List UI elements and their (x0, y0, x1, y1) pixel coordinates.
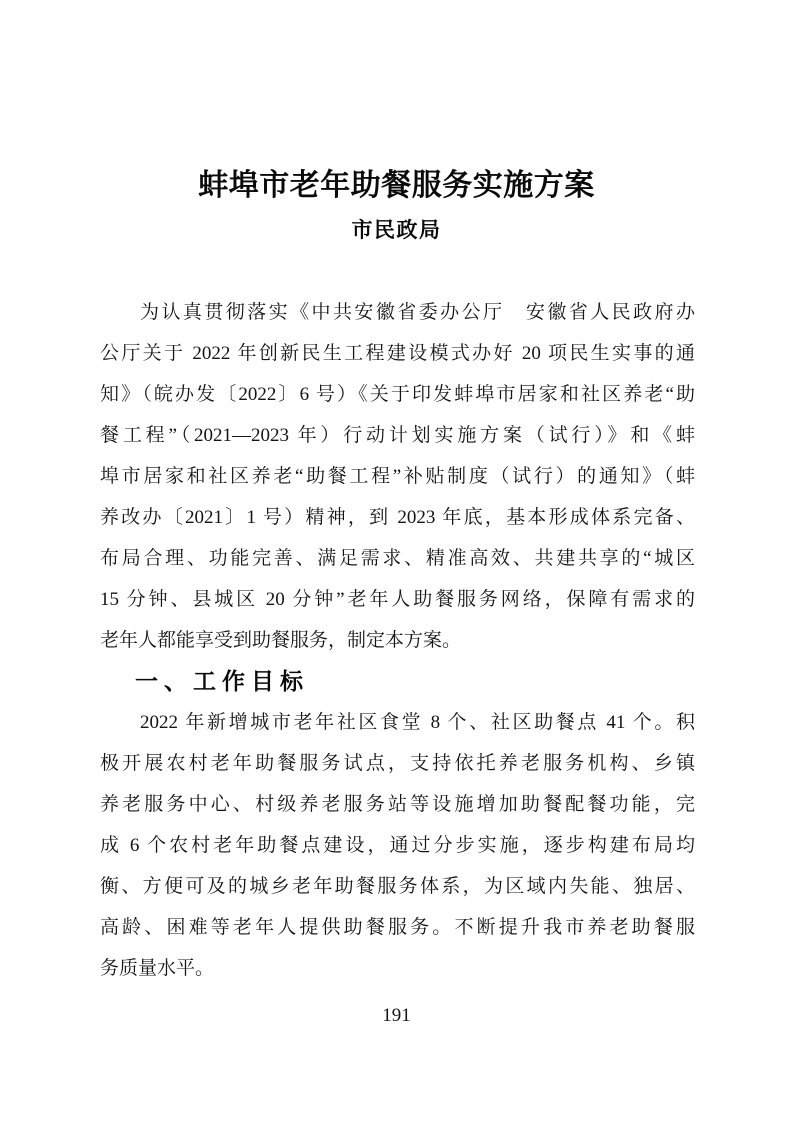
text-line: 布局合理、功能完善、满足需求、精准高效、共建共享的“城区 (100, 548, 695, 569)
section-heading-work-goals: 一、工作目标 (135, 668, 309, 694)
text-line: 15 分钟、县城区 20 分钟”老年人助餐服务网络，保障有需求的 (100, 589, 695, 610)
text-line: 餐工程”（2021—2023 年）行动计划实施方案（试行）》和《蚌 (100, 425, 695, 446)
document-subtitle: 市民政局 (351, 218, 442, 242)
text-line: 埠市居家和社区养老“助餐工程”补贴制度（试行）的通知》（蚌 (100, 466, 695, 487)
text-line: 衡、方便可及的城乡老年助餐服务体系，为区域内失能、独居、 (100, 876, 695, 897)
text-line: 老年人都能享受到助餐服务，制定本方案。 (100, 630, 462, 651)
text-line: 知》（皖办发〔2022〕6 号）《关于印发蚌埠市居家和社区养老“助 (100, 384, 695, 405)
text-line: 2022 年新增城市老年社区食堂 8 个、社区助餐点 41 个。积 (140, 712, 695, 733)
text-line: 高龄、困难等老年人提供助餐服务。不断提升我市养老助餐服 (100, 917, 695, 938)
text-line: 公厅关于 2022 年创新民生工程建设模式办好 20 项民生实事的通 (100, 343, 695, 364)
paragraph-1 (100, 292, 695, 661)
text-line: 为认真贯彻落实《中共安徽省委办公厅 安徽省人民政府办 (140, 302, 695, 323)
text-line: 养老服务中心、村级养老服务站等设施增加助餐配餐功能，完 (100, 794, 695, 815)
text-line: 务质量水平。 (100, 958, 215, 979)
page-number: 191 (382, 1005, 411, 1026)
text-line: 养改办〔2021〕1 号）精神，到 2023 年底，基本形成体系完备、 (100, 507, 695, 528)
document-title: 蚌埠市老年助餐服务实施方案 (198, 169, 595, 202)
paragraph-2 (100, 702, 695, 989)
text-line: 成 6 个农村老年助餐点建设，通过分步实施，逐步构建布局均 (100, 835, 695, 856)
text-line: 极开展农村老年助餐服务试点，支持依托养老服务机构、乡镇 (100, 753, 695, 774)
document-body (100, 292, 695, 989)
